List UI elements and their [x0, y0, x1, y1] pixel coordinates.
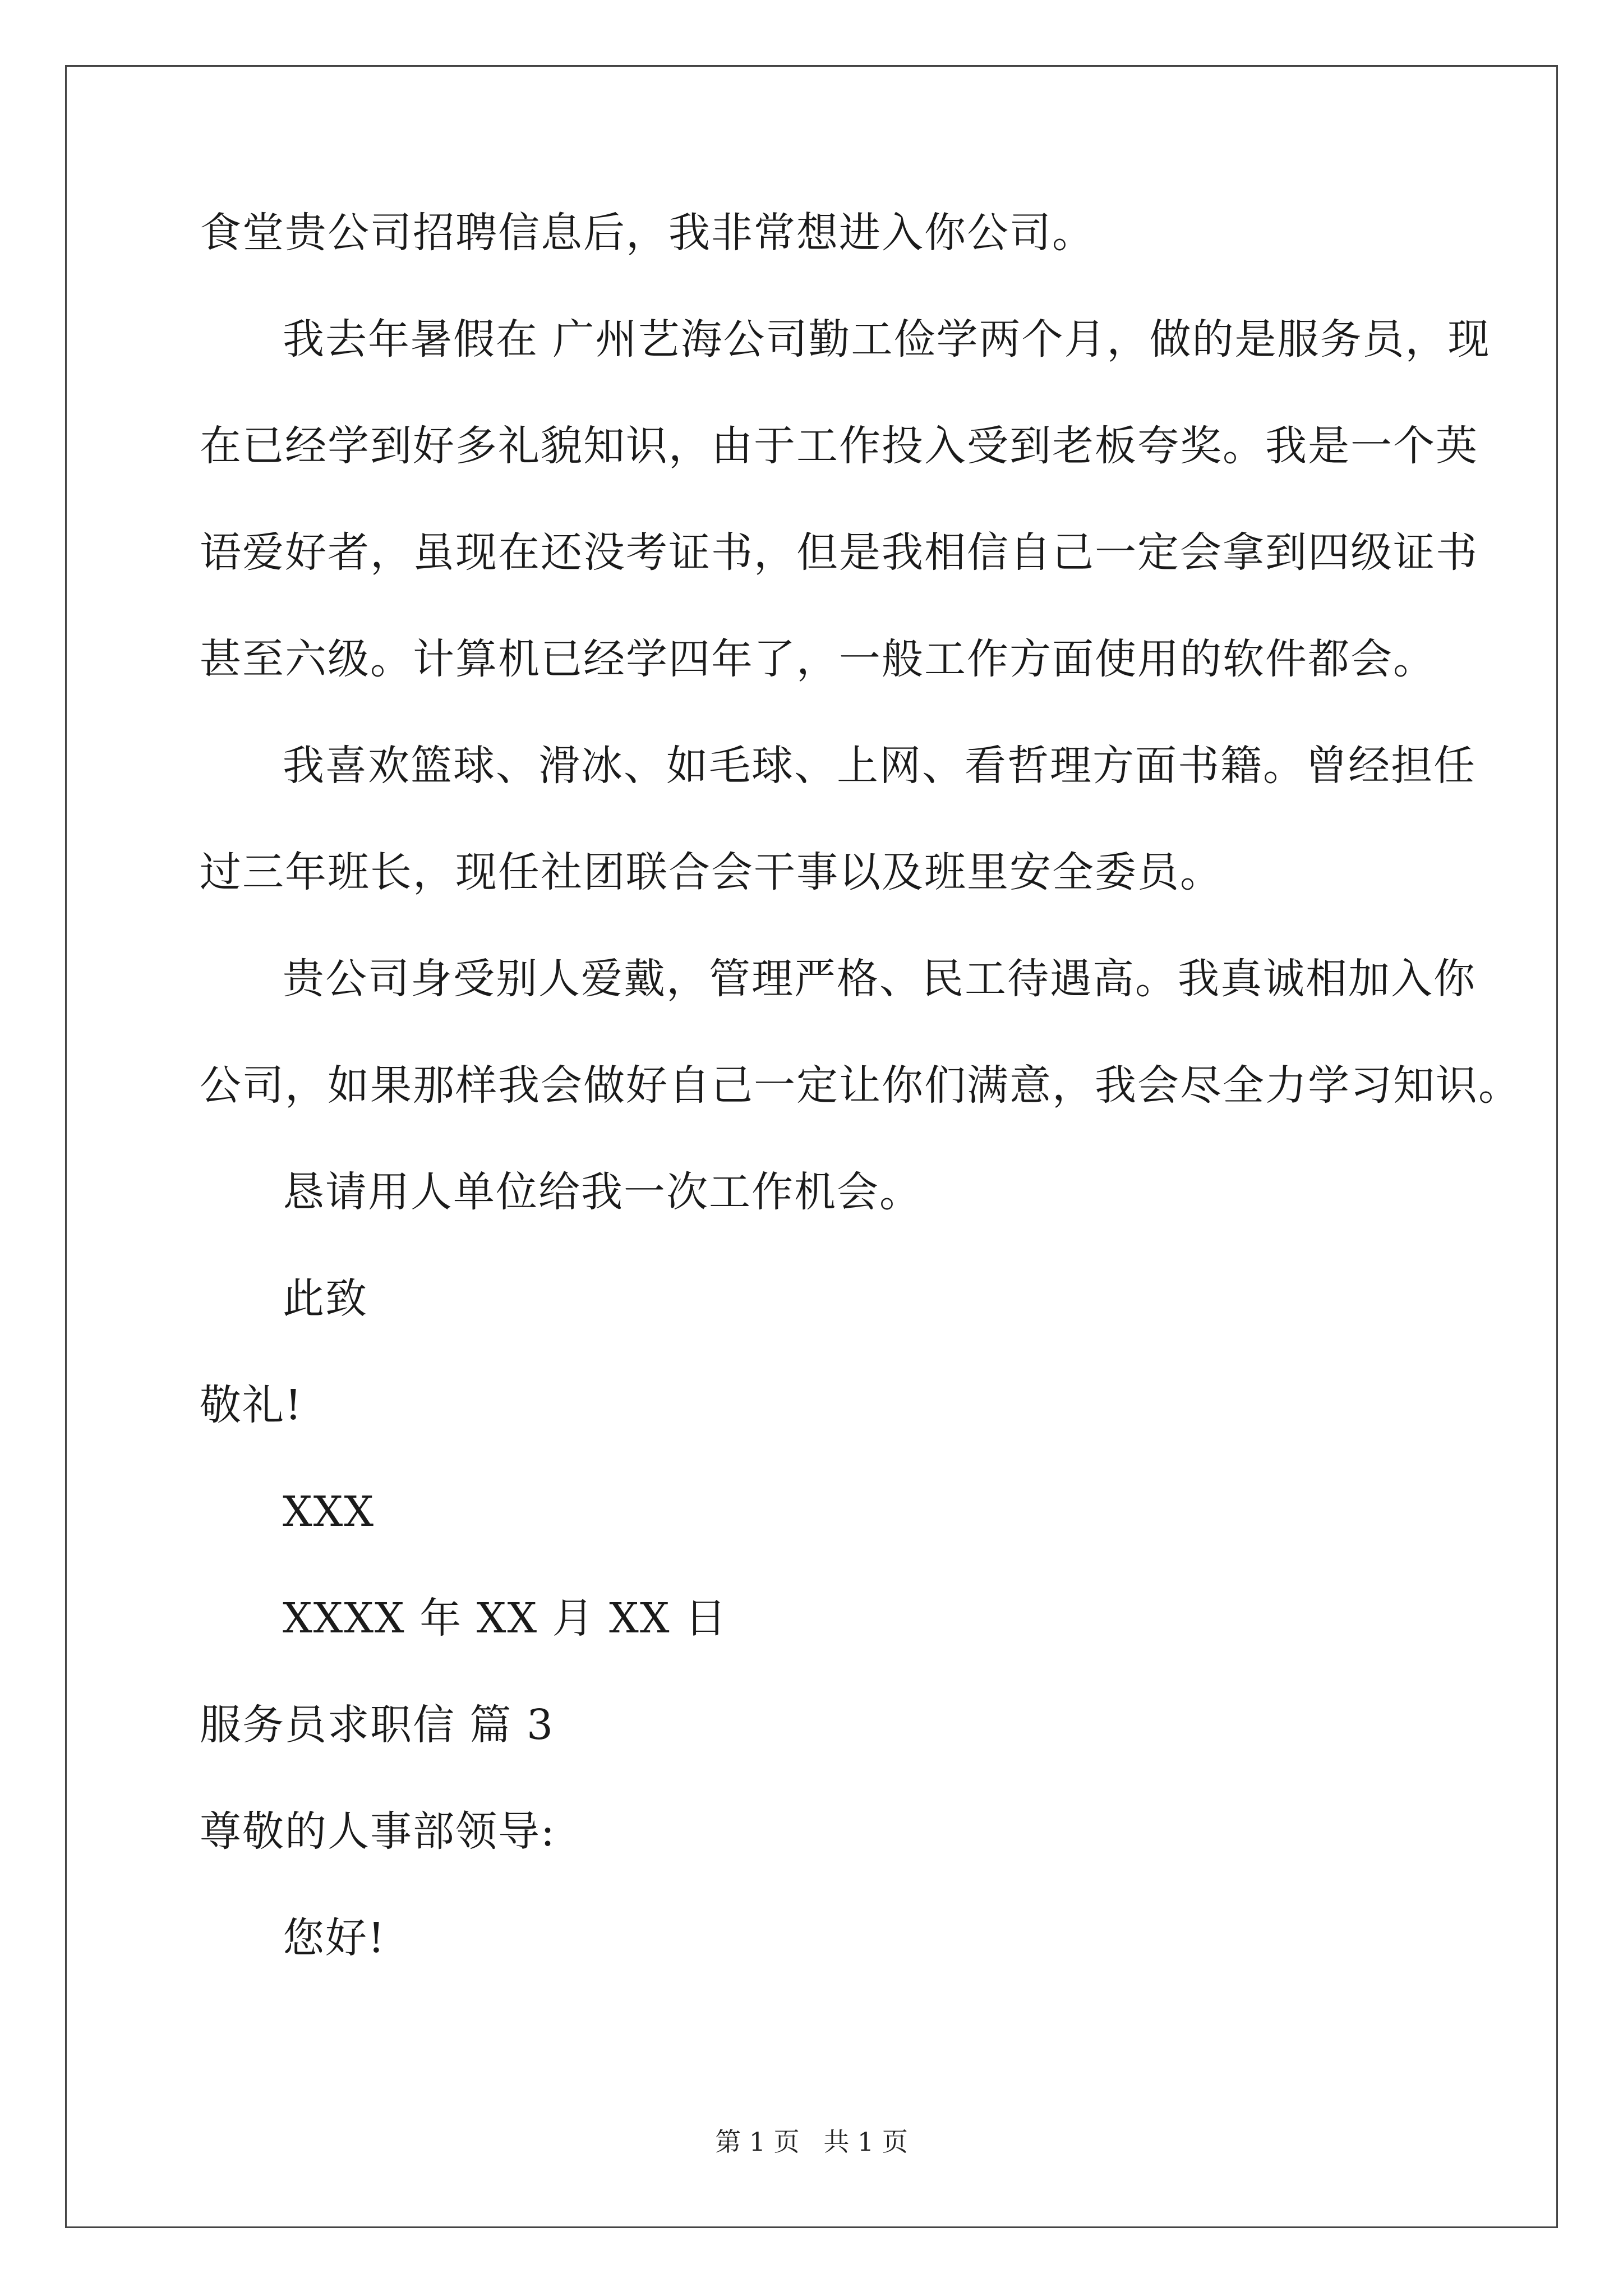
page-total: 共 1 页: [823, 2127, 908, 2157]
paragraph-line: 我去年暑假在 广州艺海公司勤工俭学两个月，做的是服务员，现: [283, 315, 1491, 364]
date-line: XXXX 年 XX 月 XX 日: [283, 1594, 728, 1642]
paragraph-line: 公司，如果那样我会做好自己一定让你们满意，我会尽全力学习知识。: [200, 1061, 1521, 1110]
paragraph-line: 甚至六级。计算机已经学四年了，一般工作方面使用的软件都会。: [200, 635, 1436, 683]
greeting-line: 尊敬的人事部领导:: [200, 1807, 556, 1856]
greeting-line: 您好!: [283, 1914, 386, 1962]
paragraph-line: 食堂贵公司招聘信息后，我非常想进入你公司。: [200, 209, 1095, 257]
paragraph-line: 恳请用人单位给我一次工作机会。: [283, 1168, 922, 1216]
paragraph-line: 在已经学到好多礼貌知识，由于工作投入受到老板夸奖。我是一个英: [200, 422, 1478, 470]
paragraph-line: 贵公司身受别人爱戴，管理严格、民工待遇高。我真诚相加入你: [283, 955, 1476, 1003]
closing-line: 此致: [283, 1274, 368, 1323]
page-number: 第 1 页: [715, 2127, 800, 2157]
signature-line: XXX: [283, 1488, 375, 1536]
section-heading: 服务员求职信 篇 3: [200, 1701, 555, 1749]
page-border: [65, 65, 1558, 2228]
salutation-line: 敬礼!: [200, 1381, 303, 1429]
paragraph-line: 过三年班长，现任社团联合会干事以及班里安全委员。: [200, 848, 1223, 896]
paragraph-line: 语爱好者，虽现在还没考证书，但是我相信自己一定会拿到四级证书: [200, 528, 1478, 577]
paragraph-line: 我喜欢篮球、滑冰、如毛球、上网、看哲理方面书籍。曾经担任: [283, 742, 1476, 790]
page-footer: [0, 2125, 1623, 2159]
